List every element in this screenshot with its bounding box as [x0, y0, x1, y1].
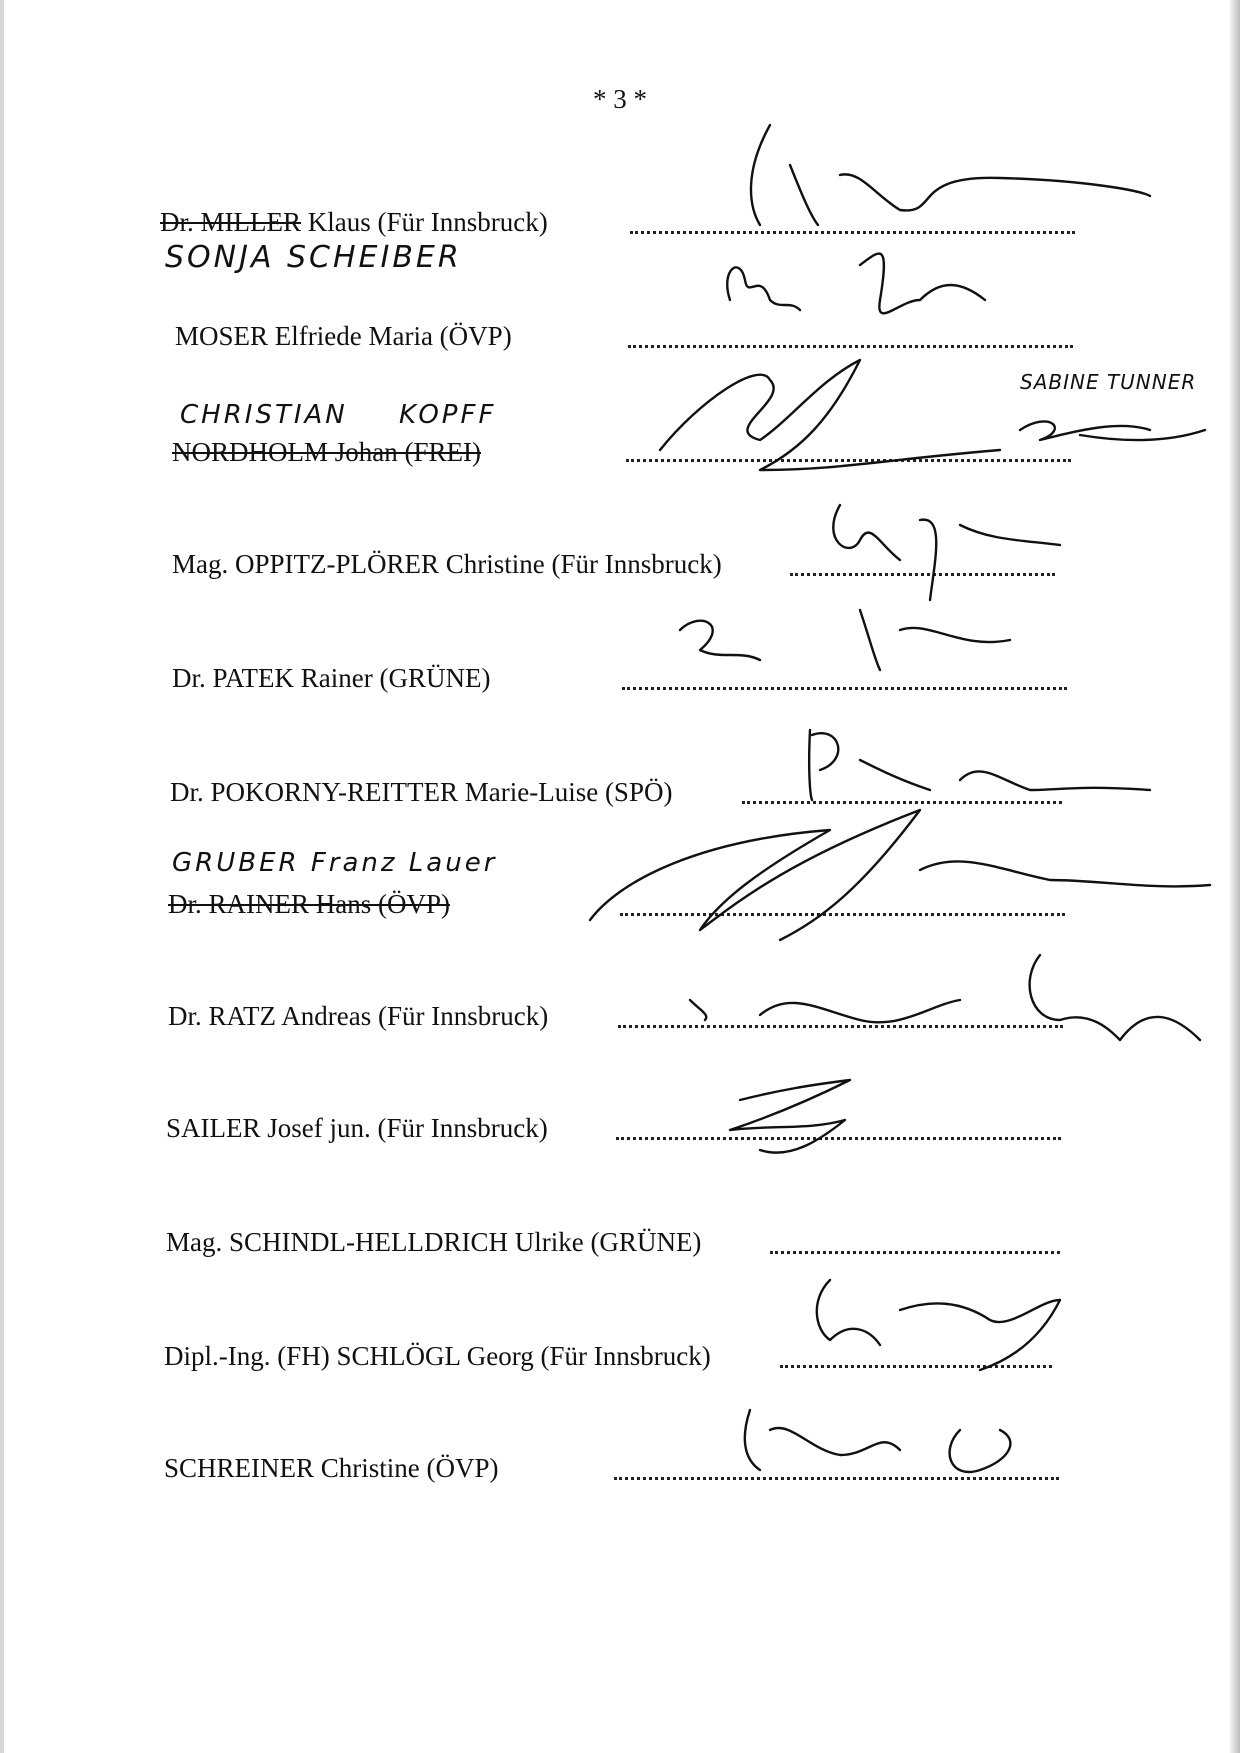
signature-line: [618, 1022, 1063, 1028]
signature-line: [780, 1362, 1052, 1368]
entry-name: SAILER Josef jun. (Für Innsbruck): [166, 1113, 548, 1143]
entry-name: Mag. OPPITZ-PLÖRER Christine (Für Innsbruck): [172, 549, 722, 579]
signature-1: [751, 125, 1150, 225]
signature-line: [626, 456, 1071, 462]
entry-name: Mag. SCHINDL-HELLDRICH Ulrike (GRÜNE): [166, 1227, 702, 1257]
entry-name: Dipl.-Ing. (FH) SCHLÖGL Georg (Für Innsbruck): [164, 1341, 711, 1371]
page-number: * 3 *: [593, 84, 647, 114]
handwritten-replacement: SONJA SCHEIBER: [165, 240, 462, 275]
scan-edge-right: [1230, 0, 1240, 1753]
signature-entry: [164, 1452, 499, 1484]
signature-line: [742, 798, 1062, 804]
entry-name-struck: Dr. MILLER: [160, 207, 301, 237]
signature-line: [620, 910, 1065, 916]
entry-name-struck: Dr. RAINER Hans (ÖVP): [168, 889, 450, 919]
signature-5: [680, 610, 1010, 670]
entry-name-struck: NORDHOLM Johan (FREI): [172, 437, 481, 467]
signature-entry: [166, 1112, 548, 1144]
signature-entry: [168, 888, 450, 920]
signature-entry: [172, 662, 490, 694]
signature-entry: [170, 776, 672, 808]
signature-entry: [175, 320, 512, 352]
entry-name: SCHREINER Christine (ÖVP): [164, 1453, 499, 1483]
entry-name: Dr. POKORNY-REITTER Marie-Luise (SPÖ): [170, 777, 673, 807]
signature-12: [745, 1410, 1011, 1472]
signature-entry: [164, 1340, 711, 1372]
signature-entry: [160, 206, 548, 238]
entry-name: MOSER Elfriede Maria (ÖVP): [175, 321, 512, 351]
signature-4: [833, 505, 1060, 600]
signature-6: [809, 730, 1150, 800]
handwritten-replacement: GRUBER Franz Lauer: [172, 848, 498, 878]
signature-11: [817, 1280, 1060, 1370]
signature-line: [790, 570, 1055, 576]
scan-edge-left: [0, 0, 4, 1753]
signature-line: [770, 1248, 1060, 1254]
signature-line: [628, 342, 1073, 348]
entry-name: Dr. PATEK Rainer (GRÜNE): [172, 663, 491, 693]
signature-entry: [168, 1000, 548, 1032]
signature-line: [622, 684, 1067, 690]
signature-line: [630, 228, 1075, 234]
signature-7: [590, 810, 1210, 940]
signature-line: [614, 1474, 1059, 1480]
signature-3: [660, 360, 1000, 470]
entry-name: Dr. RATZ Andreas (Für Innsbruck): [168, 1001, 549, 1031]
signature-line: [616, 1134, 1061, 1140]
handwritten-replacement: CHRISTIAN KOPFF: [180, 400, 497, 430]
entry-name-rest: Klaus (Für Innsbruck): [301, 207, 548, 237]
handwritten-side-note: SABINE TUNNER: [1020, 370, 1197, 394]
signature-9: [730, 1080, 850, 1153]
signature-entry: [172, 436, 481, 468]
signature-entry: [166, 1226, 701, 1258]
signature-3b: [1020, 421, 1205, 440]
signature-2: [727, 254, 985, 314]
signature-entry: [172, 548, 722, 580]
